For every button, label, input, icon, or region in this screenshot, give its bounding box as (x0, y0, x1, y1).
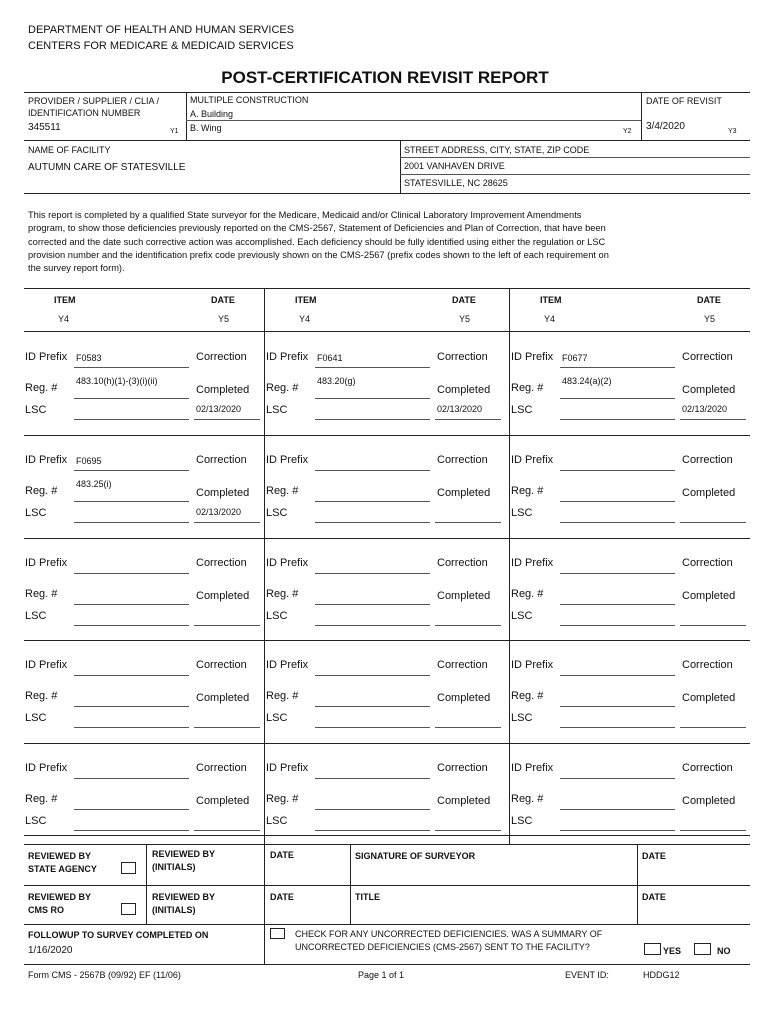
reviewed-initials-label: REVIEWED BY (152, 849, 216, 859)
y4-code: Y4 (58, 314, 70, 324)
id-prefix-label: ID Prefix (266, 659, 309, 671)
y2-code: Y2 (623, 128, 632, 135)
reg-label: Reg. # (266, 588, 299, 600)
completed-date[interactable]: 02/13/2020 (682, 404, 728, 414)
signature-label: SIGNATURE OF SURVEYOR (355, 851, 476, 861)
date-of-revisit-value: 3/4/2020 (646, 121, 685, 132)
reg-label: Reg. # (266, 793, 299, 805)
y5-code: Y5 (459, 314, 471, 324)
uncorrected-question: CHECK FOR ANY UNCORRECTED DEFICIENCIES. WAS A SUMMARY OF (295, 929, 603, 939)
cms-ro-checkbox[interactable] (121, 903, 136, 915)
id-prefix-label: ID Prefix (266, 454, 309, 466)
correction-label: Correction (437, 557, 488, 569)
lsc-label: LSC (511, 610, 533, 622)
id-prefix-label: ID Prefix (511, 659, 554, 671)
uncorrected-checkbox[interactable] (270, 928, 285, 939)
completed-label: Completed (437, 590, 491, 602)
form-number: Form CMS - 2567B (09/92) EF (11/06) (28, 970, 181, 980)
reg-value[interactable]: 483.24(a)(2) (562, 376, 612, 386)
completed-label: Completed (196, 590, 250, 602)
y5-code: Y5 (218, 314, 230, 324)
completed-label: Completed (196, 795, 250, 807)
item-header: ITEM (54, 295, 76, 305)
reg-label: Reg. # (266, 690, 299, 702)
reg-label: Reg. # (25, 485, 58, 497)
address-line-2: STATESVILLE, NC 28625 (404, 178, 508, 188)
lsc-label: LSC (511, 815, 533, 827)
title-label: TITLE (355, 892, 380, 902)
date-label-2: DATE (642, 851, 666, 861)
id-prefix-label: ID Prefix (511, 762, 554, 774)
uncorrected-question-2: UNCORRECTED DEFICIENCIES (CMS-2567) SENT TO THE FACILITY? (295, 942, 590, 952)
reviewed-initials-label-2: (INITIALS) (152, 862, 196, 872)
y3-code: Y3 (728, 128, 737, 135)
no-checkbox[interactable] (694, 943, 711, 955)
reg-value[interactable]: 483.10(h)(1)-(3)(i)(ii) (76, 376, 158, 386)
completed-label: Completed (682, 795, 736, 807)
reg-label: Reg. # (511, 485, 544, 497)
id-prefix-label: ID Prefix (266, 557, 309, 569)
completed-label: Completed (196, 692, 250, 704)
completed-label: Completed (196, 384, 250, 396)
id-prefix-label: ID Prefix (511, 351, 554, 363)
lsc-label: LSC (511, 712, 533, 724)
date-header: DATE (697, 295, 721, 305)
lsc-label: LSC (266, 610, 288, 622)
correction-label: Correction (682, 454, 733, 466)
id-prefix-value[interactable]: F0583 (76, 353, 102, 363)
item-header: ITEM (540, 295, 562, 305)
reg-label: Reg. # (266, 382, 299, 394)
id-prefix-label: ID Prefix (511, 454, 554, 466)
id-prefix-label: ID Prefix (511, 557, 554, 569)
provider-id-value: 345511 (28, 122, 61, 133)
provider-id-label: PROVIDER / SUPPLIER / CLIA / (28, 96, 160, 106)
y4-code: Y4 (544, 314, 556, 324)
completed-date[interactable]: 02/13/2020 (196, 507, 242, 517)
date-label-1: DATE (270, 850, 294, 860)
page-title: POST-CERTIFICATION REVISIT REPORT (221, 68, 549, 87)
lsc-label: LSC (266, 404, 288, 416)
completed-date[interactable]: 02/13/2020 (437, 404, 483, 414)
followup-value: 1/16/2020 (28, 945, 73, 956)
id-prefix-label: ID Prefix (266, 762, 309, 774)
lsc-label: LSC (266, 507, 288, 519)
facility-name-label: NAME OF FACILITY (28, 145, 111, 155)
correction-label: Correction (437, 659, 488, 671)
facility-name-value: AUTUMN CARE OF STATESVILLE (28, 162, 186, 173)
id-prefix-value[interactable]: F0677 (562, 353, 588, 363)
followup-label: FOLLOWUP TO SURVEY COMPLETED ON (28, 930, 209, 940)
completed-label: Completed (682, 487, 736, 499)
correction-label: Correction (437, 351, 488, 363)
agency-name: CENTERS FOR MEDICARE & MEDICAID SERVICES (28, 40, 294, 52)
reviewed-cms-label: REVIEWED BY (28, 892, 92, 902)
completed-label: Completed (682, 692, 736, 704)
provider-id-label-2: IDENTIFICATION NUMBER (28, 108, 141, 118)
y1-code: Y1 (170, 128, 179, 135)
correction-label: Correction (682, 659, 733, 671)
completed-label: Completed (682, 384, 736, 396)
id-prefix-value[interactable]: F0641 (317, 353, 343, 363)
page-number: Page 1 of 1 (358, 970, 405, 980)
lsc-label: LSC (25, 610, 47, 622)
reg-value[interactable]: 483.25(i) (76, 479, 112, 489)
no-label: NO (717, 946, 731, 956)
reg-label: Reg. # (511, 588, 544, 600)
reviewed-state-label-2: STATE AGENCY (28, 864, 97, 874)
id-prefix-label: ID Prefix (25, 762, 68, 774)
multiple-construction-label: MULTIPLE CONSTRUCTION (190, 95, 309, 105)
completed-label: Completed (437, 692, 491, 704)
reg-label: Reg. # (25, 690, 58, 702)
reviewed-cms-label-2: CMS RO (28, 905, 64, 915)
reg-label: Reg. # (25, 382, 58, 394)
lsc-label: LSC (266, 712, 288, 724)
reg-label: Reg. # (25, 588, 58, 600)
lsc-label: LSC (25, 404, 47, 416)
instructions-paragraph: This report is completed by a qualified State surveyor for the Medicare, Medicaid and/or Clinical Laboratory Improvement Amendments program, to show those deficiencies previously reported on the CMS-2567, Statement of Deficiencies and Plan of Correction, that have been corrected and the date such corrective action was accomplished. Each deficiency should be fully identified using either the regulation or LSC provision number and the identification prefix code previously shown on the CMS-2567 (prefix codes shown to the left of each requirement on the survey report form). (28, 210, 609, 274)
reviewed-initials-label-3: REVIEWED BY (152, 892, 216, 902)
lsc-label: LSC (511, 507, 533, 519)
item-header: ITEM (295, 295, 317, 305)
id-prefix-label: ID Prefix (25, 557, 68, 569)
lsc-label: LSC (25, 712, 47, 724)
id-prefix-label: ID Prefix (25, 351, 68, 363)
yes-checkbox[interactable] (644, 943, 661, 955)
correction-label: Correction (682, 762, 733, 774)
reg-label: Reg. # (511, 690, 544, 702)
completed-label: Completed (437, 487, 491, 499)
completed-label: Completed (196, 487, 250, 499)
correction-label: Correction (437, 762, 488, 774)
id-prefix-label: ID Prefix (266, 351, 309, 363)
correction-label: Correction (196, 557, 247, 569)
reg-label: Reg. # (511, 793, 544, 805)
date-header: DATE (452, 295, 476, 305)
reg-label: Reg. # (266, 485, 299, 497)
completed-date[interactable]: 02/13/2020 (196, 404, 242, 414)
reg-value[interactable]: 483.20(g) (317, 376, 356, 386)
correction-label: Correction (437, 454, 488, 466)
event-id-label: EVENT ID: (565, 970, 609, 980)
completed-label: Completed (682, 590, 736, 602)
yes-label: YES (663, 946, 682, 956)
reviewed-initials-label-4: (INITIALS) (152, 905, 196, 915)
id-prefix-label: ID Prefix (25, 659, 68, 671)
lsc-label: LSC (266, 815, 288, 827)
date-header: DATE (211, 295, 235, 305)
state-agency-checkbox[interactable] (121, 862, 136, 874)
department-name: DEPARTMENT OF HEALTH AND HUMAN SERVICES (28, 24, 295, 36)
correction-label: Correction (682, 557, 733, 569)
date-label-3: DATE (270, 892, 294, 902)
reg-label: Reg. # (511, 382, 544, 394)
correction-label: Correction (682, 351, 733, 363)
wing-label: B. Wing (190, 123, 222, 133)
completed-label: Completed (437, 795, 491, 807)
reg-label: Reg. # (25, 793, 58, 805)
correction-label: Correction (196, 659, 247, 671)
event-id-value: HDDG12 (643, 970, 680, 980)
date-of-revisit-label: DATE OF REVISIT (646, 96, 722, 106)
building-label: A. Building (190, 109, 234, 119)
correction-label: Correction (196, 454, 247, 466)
id-prefix-value[interactable]: F0695 (76, 456, 102, 466)
date-label-4: DATE (642, 892, 666, 902)
address-label: STREET ADDRESS, CITY, STATE, ZIP CODE (404, 145, 590, 155)
lsc-label: LSC (25, 507, 47, 519)
y4-code: Y4 (299, 314, 311, 324)
y5-code: Y5 (704, 314, 716, 324)
address-line-1: 2001 VANHAVEN DRIVE (404, 161, 505, 171)
completed-label: Completed (437, 384, 491, 396)
correction-label: Correction (196, 762, 247, 774)
id-prefix-label: ID Prefix (25, 454, 68, 466)
lsc-label: LSC (511, 404, 533, 416)
reviewed-state-label: REVIEWED BY (28, 851, 92, 861)
lsc-label: LSC (25, 815, 47, 827)
correction-label: Correction (196, 351, 247, 363)
